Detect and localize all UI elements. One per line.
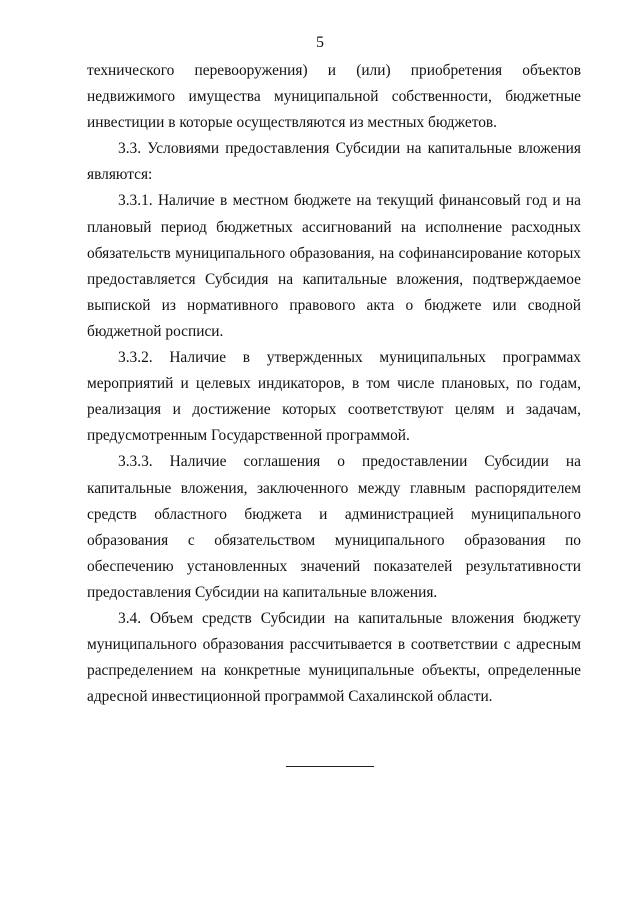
document-body	[87, 58, 581, 710]
paragraph-3-4: 3.4. Объем средств Субсидии на капитальные вложения бюджету муниципального образования рассчитывается в соответствии с адресным распределением на конкретные муниципальные объекты, определенные адресной инвестиционной программой Сахалинской области.	[87, 609, 581, 706]
paragraph-3-3-2: 3.3.2. Наличие в утвержденных муниципальных программах мероприятий и целевых индикаторов, в том числе плановых, по годам, реализация и достижение которых соответствуют целям и задачам, предусмотренным Государственной программой.	[87, 349, 581, 445]
paragraph-3-3-1: 3.3.1. Наличие в местном бюджете на текущий финансовый год и на плановый период бюджетных ассигнований на исполнение расходных обязательств муниципального образования, на софинансирование которых предоставляется Субсидия на капитальные вложения, подтверждаемое выпиской из нормативного правового акта о бюджете или сводной бюджетной росписи.	[87, 192, 581, 340]
end-separator-line	[286, 766, 374, 767]
paragraph-continuation: технического перевооружения) и (или) приобретения объектов недвижимого имущества муниципальной собственности, бюджетные инвестиции в которые осуществляются из местных бюджетов.	[87, 62, 581, 132]
paragraph-3-3: 3.3. Условиями предоставления Субсидии на капитальные вложения являются:	[87, 140, 581, 184]
page-number: 5	[316, 34, 324, 51]
paragraph-3-3-3: 3.3.3. Наличие соглашения о предоставлении Субсидии на капитальные вложения, заключенного между главным распорядителем средств областного бюджета и администрацией муниципального образования с обязательством муниципального образования по обеспечению установленных значений показателей результативности предоставления Субсидии на капитальные вложения.	[87, 453, 581, 601]
